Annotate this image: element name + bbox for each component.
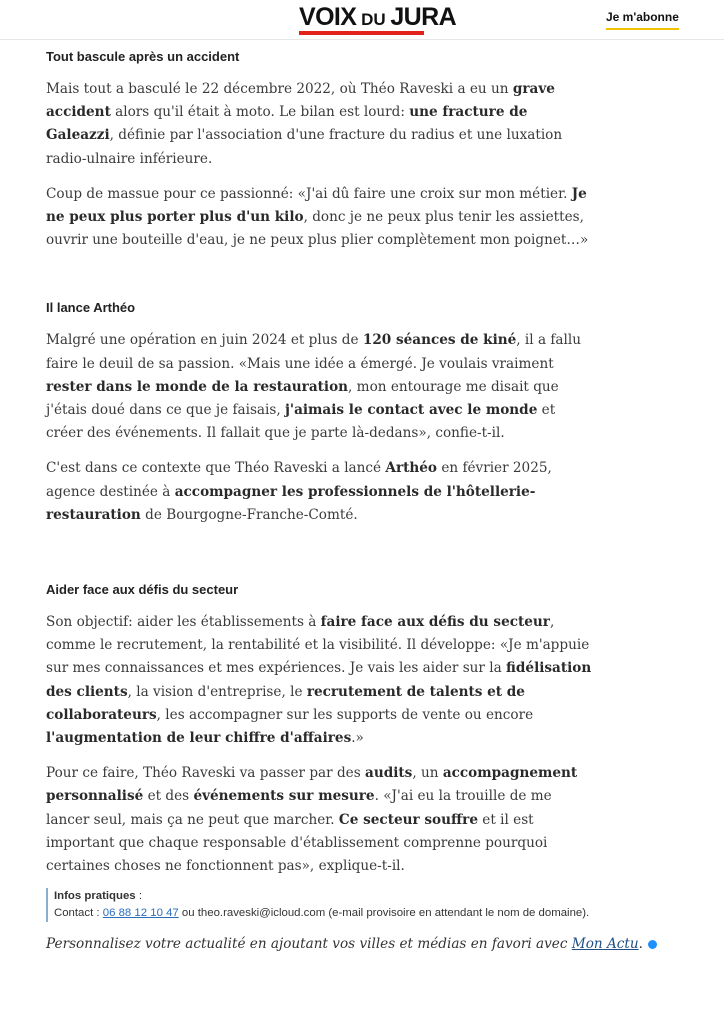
- section-heading-artheo: Il lance Arthéo: [46, 300, 136, 316]
- site-header: [0, 0, 724, 40]
- logo-underline: [299, 31, 424, 35]
- paragraph: C'est dans ce contexte que Théo Raveski a lancé Arthéo en février 2025, agence destinée à accompagner les professionnels de l'hôtellerie-restauration de Bourgogne-Franche-Comté.: [46, 460, 552, 523]
- logo-part-du: DU: [361, 10, 386, 29]
- section-heading-defis: Aider face aux défis du secteur: [46, 582, 239, 598]
- paragraph: Son objectif: aider les établissements à faire face aux défis du secteur, comme le recrutement, la rentabilité et la visibilité. Il développe: «Je m'appuie sur mes connaissances et mes expériences. Je vais les aider sur la fidélisation des clients, la vision d'entreprise, le recrutement de talents et de collaborateurs, les accompagner sur les supports de vente ou encore l'augmentation de leur chiffre d'affaires.»: [46, 614, 592, 747]
- personalize-line: Personnalisez votre actualité en ajoutant vos villes et médias en favori avec Mon Actu.: [46, 934, 594, 954]
- subscribe-button[interactable]: Je m'abonne: [606, 10, 679, 30]
- paragraph: Pour ce faire, Théo Raveski va passer par des audits, un accompagnement personnalisé et des événements sur mesure. «J'ai eu la trouille de me lancer seul, mais ça ne peut que marcher. Ce secteur souffre et il est important que chaque responsable d'établissement comprenne pourquoi certaines choses ne fonctionnent pas», explique-t-il.: [46, 765, 578, 875]
- phone-link[interactable]: 06 88 12 10 47: [102, 907, 179, 920]
- mon-actu-link[interactable]: Mon Actu: [571, 936, 639, 953]
- logo-part-jura: JURA: [390, 3, 457, 31]
- section-heading-accident: Tout bascule après un accident: [46, 49, 240, 64]
- infos-title: Infos pratiques :: [54, 890, 142, 903]
- infos-pratiques-box: [46, 888, 594, 922]
- site-logo[interactable]: [299, 4, 456, 34]
- logo-part-voix: VOIX: [299, 3, 357, 31]
- paragraph: Malgré une opération en juin 2024 et plus de 120 séances de kiné, il a fallu faire le deuil de sa passion. «Mais une idée a émergé. Je voulais vraiment rester dans le monde de la restauration, mon entourage me disait que j'étais doué dans ce que je faisais, j'aimais le contact avec le monde et créer des événements. Il fallait que je parte là-dedans», confie-t-il.: [46, 332, 581, 442]
- blue-dot-icon: [648, 940, 657, 949]
- article-body: [46, 48, 643, 954]
- paragraph: Coup de massue pour ce passionné: «J'ai dû faire une croix sur mon métier. Je ne peux plus porter plus d'un kilo, donc je ne peux plus tenir les assiettes, ouvrir une bouteille d'eau, je ne peux plus plier complètement mon poignet…»: [46, 185, 589, 249]
- paragraph: Mais tout a basculé le 22 décembre 2022, où Théo Raveski a eu un grave accident alors qu'il était à moto. Le bilan est lourd: une fracture de Galeazzi, définie par l'association d'une fracture du radius et une luxation radio-ulnaire inférieure.: [46, 81, 563, 167]
- infos-contact: Contact : 06 88 12 10 47 ou theo.raveski@icloud.com (e-mail provisoire en attendant le nom de domaine).: [54, 907, 590, 920]
